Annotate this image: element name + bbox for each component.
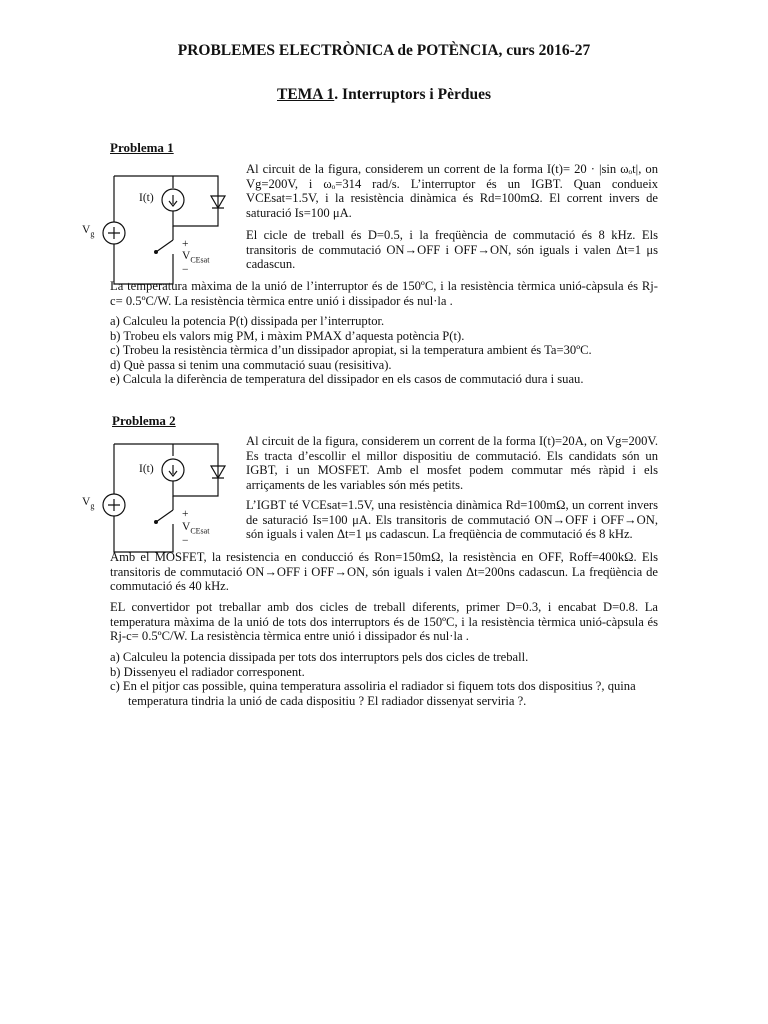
problem-2-circuit-diagram xyxy=(80,432,244,556)
plus-sign: + xyxy=(182,508,189,520)
vce-label: $V_{CEsat}$ xyxy=(182,521,210,536)
problem-2-title: Problema 2 xyxy=(112,413,176,428)
current-label: I(t) xyxy=(139,463,154,475)
problem-1-paragraph-1: Al circuit de la figura, considerem un corrent de la forma I(t)= 20 · |sin ωₒt|, on Vg=200V, i ωₒ=314 rad/s. L’interruptor és un IGBT. Quan condueix VCEsat=1.5V, i la resistència dinàmica és Rd=100mΩ. El corrent invers de saturació Is=100 μA. xyxy=(246,162,658,220)
topic-heading xyxy=(0,86,768,104)
question-item: e) Calcula la diferència de temperatura del dissipador en els casos de commutació dura i suau. xyxy=(110,372,584,387)
question-item: d) Què passa si tenim una commutació suau (resisitiva). xyxy=(110,357,392,372)
question-item: c) Trobeu la resistència tèrmica d’un dissipador apropiat, si la temperatura ambient és Ta=30ºC. xyxy=(110,343,592,358)
minus-sign: − xyxy=(182,535,189,547)
topic-number: TEMA 1 xyxy=(277,86,335,103)
problem-1-paragraph-2: El cicle de treball és D=0.5, i la freqüència de commutació és 8 kHz. Els transitoris de commutació ON→OFF i OFF→ON, són iguals i valen Δt=1 μs cadascun. xyxy=(246,228,658,272)
problem-2-paragraph-2: L’IGBT té VCEsat=1.5V, una resistència dinàmica Rd=100mΩ, un corrent invers de saturació Is=100 μA. Els transitoris de commutació ON→OFF i OFF→ON, són iguals i valen Δt=1 μs cadascun. La freqüència de commutació és 8 kHz. xyxy=(246,498,658,542)
question-item: b) Trobeu els valors mig PM, i màxim PMAX d’aquesta potència P(t). xyxy=(110,328,465,343)
question-item: b) Dissenyeu el radiador corresponent. xyxy=(110,664,305,679)
vg-label: $V_g$ xyxy=(82,224,95,239)
plus-sign: + xyxy=(182,238,189,250)
problem-1-title: Problema 1 xyxy=(110,140,174,155)
problem-2-paragraph-4: EL convertidor pot treballar amb dos cicles de treball diferents, primer D=0.3, i encabat D=0.8. La temperatura màxima de la unió de tots dos interruptors és de 150ºC, i la resistència tèrmica unió-càpsula és Rj-c= 0.5ºC/W. La resistència tèrmica entre unió i dissipador és nul·la . xyxy=(110,600,658,644)
question-item: a) Calculeu la potencia dissipada per tots dos interruptors pels dos cicles de treball. xyxy=(110,650,529,664)
question-item: a) Calculeu la potencia P(t) dissipada per l’interruptor. xyxy=(110,314,385,328)
topic-name: . Interruptors i Pèrdues xyxy=(334,86,491,103)
question-item: c) En el pitjor cas possible, quina temperatura assoliria el radiador si fiquem tots dos dispositius ?, quina temperatura tindria la unió de cada dispositiu ? El radiador dissenyat serviria ?. xyxy=(110,679,636,708)
vg-label: $V_g$ xyxy=(82,496,95,511)
minus-sign: − xyxy=(182,264,189,276)
problem-1-question-list xyxy=(110,314,658,387)
problem-1-circuit-diagram xyxy=(80,164,244,288)
problem-1-paragraph-3: La temperatura màxima de la unió de l’interruptor és de 150ºC, i la resistència tèrmica unió-càpsula és Rj-c= 0.5ºC/W. La resistència tèrmica entre unió i dissipador és nul·la . xyxy=(110,279,658,308)
current-label: I(t) xyxy=(139,192,154,204)
page-title: PROBLEMES ELECTRÒNICA de POTÈNCIA, curs 2016-27 xyxy=(177,42,591,59)
problem-2-paragraph-1: Al circuit de la figura, considerem un corrent de la forma I(t)=20A, on Vg=200V. Es tracta d’escollir el millor dispositiu de commutació. Els candidats són un IGBT, i un MOSFET. Amb el mosfet podem commutar més ràpid i els arriçaments de les variables són més petits. xyxy=(246,434,658,492)
problem-2-paragraph-3: Amb el MOSFET, la resistencia en conducció és Ron=150mΩ, la resistència en OFF, Roff=400kΩ. Els transitoris de commutació ON→OFF i OFF→ON, són iguals i valen Δt=200ns cadascun. La freqüència de commutació és 40 kHz. xyxy=(110,550,658,594)
vce-label: $V_{CEsat}$ xyxy=(182,250,210,265)
problem-2-question-list xyxy=(110,650,658,708)
